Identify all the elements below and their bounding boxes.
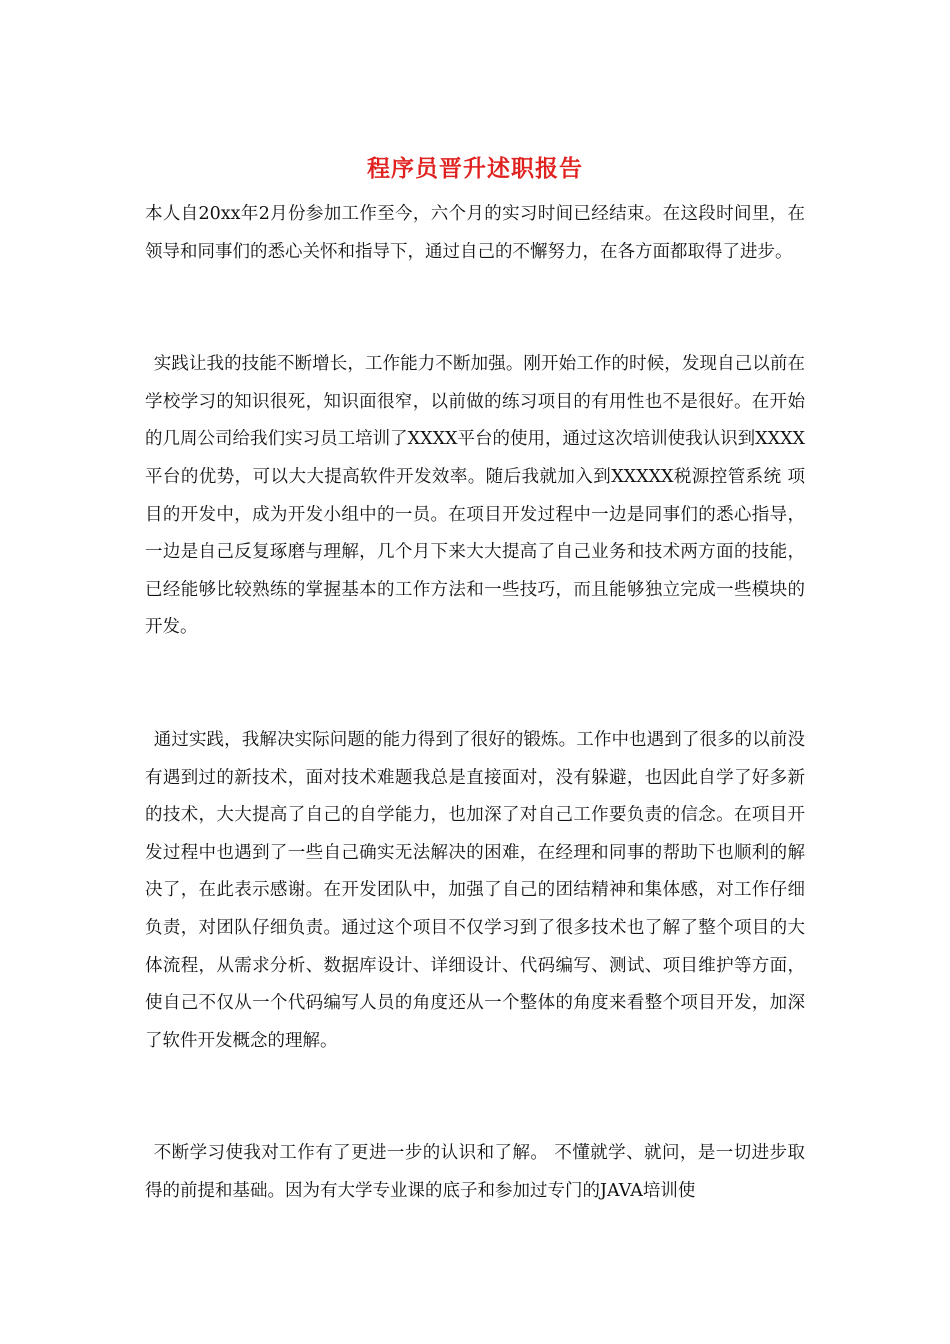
paragraph-1: 本人自20xx年2月份参加工作至今，六个月的实习时间已经结束。在这段时间里，在领导和同事们的悉心关怀和指导下，通过自己的不懈努力，在各方面都取得了进步。 — [145, 204, 805, 262]
document-title: 程序员晋升述职报告 — [367, 155, 583, 182]
paragraph-2: 实践让我的技能不断增长，工作能力不断加强。刚开始工作的时候，发现自己以前在学校学习的知识很死，知识面很窄，以前做的练习项目的有用性也不是很好。在开始的几周公司给我们实习员工培训了XXXX平台的使用，通过这次培训使我认识到XXXX平台的优势，可以大大提高软件开发效率。随后我就加入到XXXXX税源控管系统 项目的开发中，成为开发小组中的一员。在项目开发过程中一边是同事们的悉心指导，一边是自己反复琢磨与理解，几个月下来大大提高了自己业务和技术两方面的技能，已经能够比较熟练的掌握基本的工作方法和一些技巧，而且能够独立完成一些模块的开发。 — [145, 354, 805, 638]
document-body — [145, 196, 805, 1210]
paragraph-4: 不断学习使我对工作有了更进一步的认识和了解。 不懂就学、就问，是一切进步取得的前提和基础。因为有大学专业课的底子和参加过专门的JAVA培训使 — [145, 1143, 805, 1201]
paragraph-3: 通过实践，我解决实际问题的能力得到了很好的锻炼。工作中也遇到了很多的以前没有遇到过的新技术，面对技术难题我总是直接面对，没有躲避，也因此自学了好多新的技术，大大提高了自己的自学能力，也加深了对自己工作要负责的信念。在项目开发过程中也遇到了一些自己确实无法解决的困难，在经理和同事的帮助下也顺利的解决了，在此表示感谢。在开发团队中，加强了自己的团结精神和集体感，对工作仔细负责，对团队仔细负责。通过这个项目不仅学习到了很多技术也了解了整个项目的大体流程，从需求分析、数据库设计、详细设计、代码编写、测试、项目维护等方面，使自己不仅从一个代码编写人员的角度还从一个整体的角度来看整个项目开发，加深了软件开发概念的理解。 — [145, 729, 805, 1051]
